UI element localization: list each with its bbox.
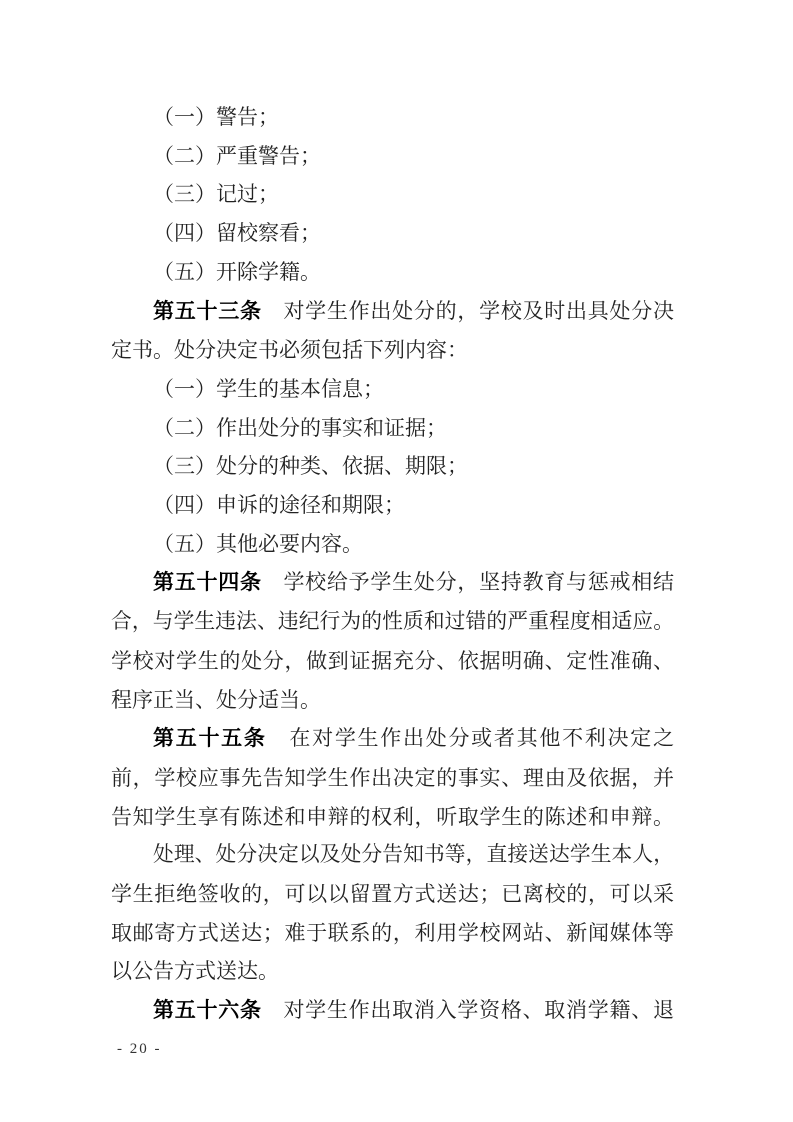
- line-text: （一）学生的基本信息；: [153, 376, 384, 401]
- document-line: [111, 759, 674, 798]
- line-text: （三）处分的种类、依据、期限；: [153, 454, 468, 479]
- article-number: 第五十三条: [153, 299, 262, 323]
- document-line: [111, 175, 674, 214]
- line-text: 学生拒绝签收的，可以以留置方式送达；已离校的，可以采: [111, 882, 674, 907]
- line-text: 处理、处分决定以及处分告知书等，直接送达学生本人，: [153, 844, 674, 867]
- document-line: [111, 798, 674, 837]
- document-line: [111, 292, 674, 332]
- line-text: （四）留校察看；: [153, 221, 321, 246]
- line-text: 前，学校应事先告知学生作出决定的事实、理由及依据，并: [111, 765, 674, 790]
- line-text: （三）记过；: [153, 182, 279, 207]
- line-text: （一）警告；: [153, 105, 279, 129]
- document-line: [111, 137, 674, 176]
- document-line: [111, 681, 674, 720]
- line-text: 对学生作出处分的，学校及时出具处分决: [261, 298, 675, 323]
- document-line: [111, 214, 674, 253]
- document-line: [111, 991, 674, 1031]
- document-line: [111, 447, 674, 486]
- line-text: （二）严重警告；: [153, 143, 321, 168]
- line-text: 在对学生作出处分或者其他不利决定之: [266, 726, 675, 751]
- document-line: [111, 836, 674, 875]
- line-text: 以公告方式送达。: [111, 959, 279, 984]
- document-line: [111, 952, 674, 991]
- page-number: - 20 -: [117, 1041, 162, 1057]
- document-line: [111, 331, 674, 370]
- document-line: [111, 253, 674, 292]
- document-line: [111, 603, 674, 642]
- document-line: [111, 370, 674, 409]
- document-line: [111, 875, 674, 914]
- line-text: 合，与学生违法、违纪行为的性质和过错的严重程度相适应。: [111, 611, 674, 634]
- line-text: （二）作出处分的事实和证据；: [153, 415, 447, 440]
- document-line: [111, 409, 674, 448]
- line-text: 对学生作出取消入学资格、取消学籍、退: [261, 998, 675, 1023]
- line-text: 告知学生享有陈述和申辩的权利，听取学生的陈述和申辩。: [111, 804, 674, 829]
- document-body: [111, 98, 674, 1031]
- document-line: [111, 563, 674, 603]
- article-number: 第五十六条: [153, 999, 262, 1023]
- line-text: 学校对学生的处分，做到证据充分、依据明确、定性准确、: [111, 648, 674, 673]
- line-text: （四）申诉的途径和期限；: [153, 493, 405, 518]
- line-text: 程序正当、处分适当。: [111, 687, 321, 712]
- document-line: [111, 719, 674, 759]
- document-line: [111, 914, 674, 953]
- document-line: [111, 486, 674, 525]
- document-line: [111, 525, 674, 564]
- line-text: （五）其他必要内容。: [153, 531, 363, 556]
- document-line: [111, 98, 674, 137]
- line-text: 取邮寄方式送达；难于联系的，利用学校网站、新闻媒体等: [111, 920, 674, 945]
- article-number: 第五十五条: [153, 727, 267, 751]
- document-line: [111, 642, 674, 681]
- line-text: 学校给予学生处分，坚持教育与惩戒相结: [261, 570, 675, 595]
- line-text: 定书。处分决定书必须包括下列内容：: [111, 338, 468, 363]
- line-text: （五）开除学籍。: [153, 259, 321, 284]
- article-number: 第五十四条: [153, 571, 262, 595]
